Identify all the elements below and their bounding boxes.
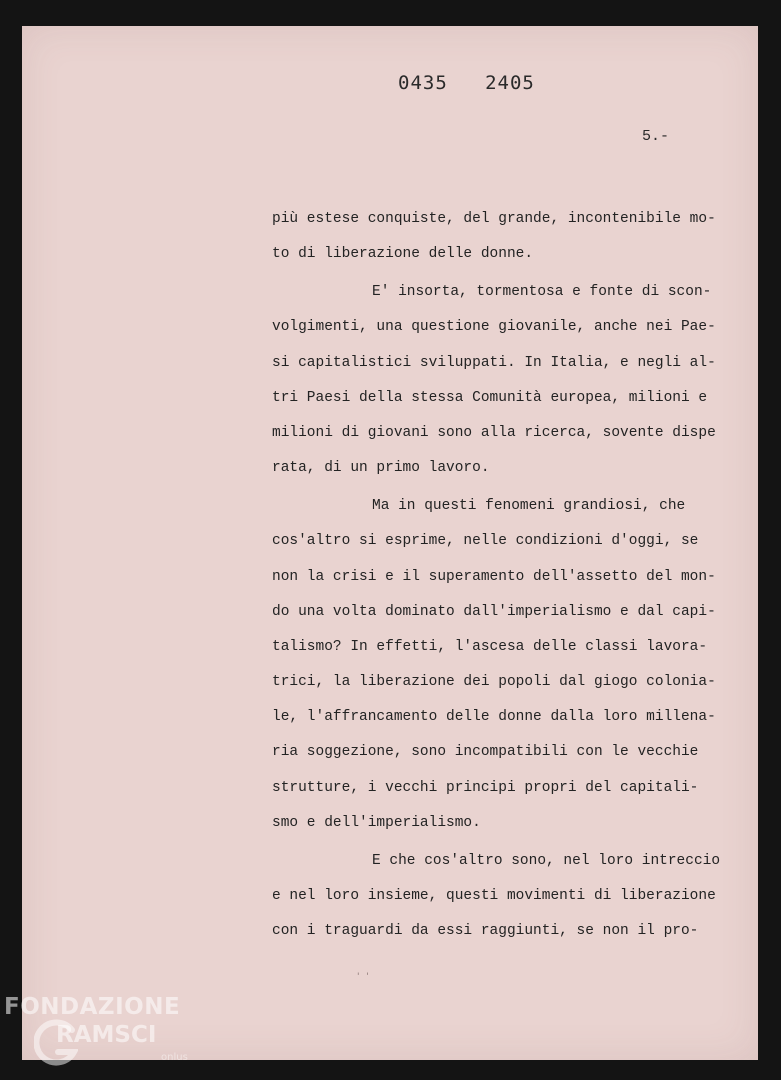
- text-line: e nel loro insieme, questi movimenti di liberazione: [272, 888, 716, 904]
- text-line: cos'altro si esprime, nelle condizioni d'oggi, se: [272, 533, 699, 550]
- text-line: le, l'affrancamento delle donne dalla loro millena-: [272, 709, 716, 726]
- text-line: milioni di giovani sono alla ricerca, sovente dispe: [272, 424, 716, 441]
- archive-number: 0435 2405: [398, 72, 535, 94]
- paragraph-start-line: E' insorta, tormentosa e fonte di scon-: [372, 284, 712, 301]
- text-line: tri Paesi della stessa Comunità europea, milioni e: [272, 389, 708, 406]
- text-line: volgimenti, una questione giovanile, anche nei Pae-: [272, 319, 716, 336]
- text-line: con i traguardi da essi raggiunti, se non il pro-: [272, 923, 699, 940]
- watermark-line2: RAMSCI: [56, 1022, 157, 1048]
- text-line: to di liberazione delle donne.: [272, 246, 534, 263]
- body-text: [272, 202, 752, 949]
- watermark-line1: FONDAZIONE: [4, 994, 181, 1020]
- text-line: ria soggezione, sono incompatibili con le vecchie: [272, 744, 699, 761]
- paragraph-start-line: Ma in questi fenomeni grandiosi, che: [372, 498, 686, 515]
- text-line: più estese conquiste, del grande, incontenibile mo-: [272, 211, 716, 227]
- text-line: rata, di un primo lavoro.: [272, 460, 490, 477]
- page-number: 5.-: [642, 128, 670, 145]
- text-line: si capitalistici sviluppati. In Italia, e negli al-: [272, 354, 716, 371]
- ink-smudge: ' ': [357, 972, 371, 982]
- text-line: trici, la liberazione dei popoli dal giogo colonia-: [272, 674, 716, 691]
- fondazione-gramsci-watermark: [4, 994, 204, 1074]
- paragraph-start-line: E che cos'altro sono, nel loro intreccio: [372, 852, 721, 869]
- text-line: talismo? In effetti, l'ascesa delle classi lavora-: [272, 638, 708, 655]
- text-line: strutture, i vecchi principi propri del capitali-: [272, 779, 699, 796]
- watermark-suffix: onlus: [161, 1052, 188, 1063]
- text-line: non la crisi e il superamento dell'assetto del mon-: [272, 568, 716, 585]
- text-line: smo e dell'imperialismo.: [272, 814, 481, 831]
- text-line: do una volta dominato dall'imperialismo e dal capi-: [272, 603, 716, 620]
- typewritten-page: [22, 26, 758, 1060]
